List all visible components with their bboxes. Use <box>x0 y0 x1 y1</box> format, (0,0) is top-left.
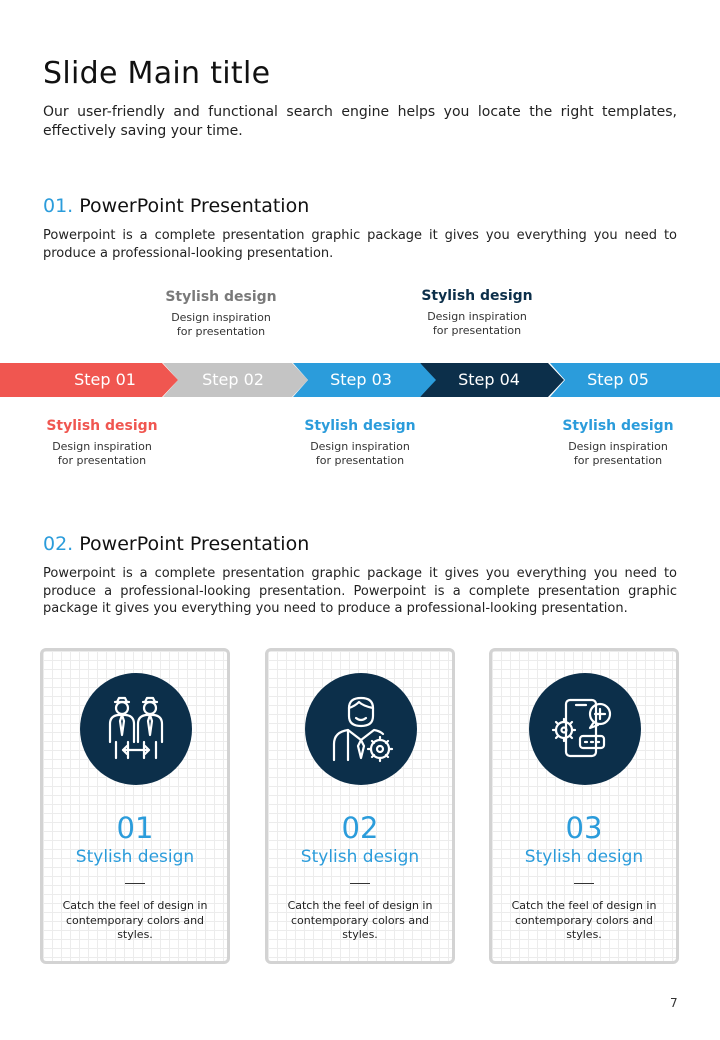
card-2-title: Stylish design <box>300 847 420 867</box>
step-5-heading: Stylish design <box>562 418 674 434</box>
steps-arrow-bar <box>0 363 720 397</box>
step-2-description: Design inspiration for presentation <box>171 311 271 338</box>
step-2-label: Step 02 <box>202 370 264 389</box>
step-5-description: Design inspiration for presentation <box>568 440 668 467</box>
section-1-number: 01. <box>43 195 74 217</box>
feature-card-3 <box>489 648 679 964</box>
step-1-description: Design inspiration for presentation <box>52 440 152 467</box>
card-1-title: Stylish design <box>75 847 195 867</box>
card-1-description: Catch the feel of design in contemporary colors and styles. <box>62 899 208 941</box>
step-4-heading: Stylish design <box>421 288 533 304</box>
section-1-title <box>43 195 309 217</box>
step-4-description: Design inspiration for presentation <box>427 310 527 337</box>
section-2-title <box>43 533 309 555</box>
businessmen-exchange-icon <box>101 694 171 764</box>
step-1-callout <box>22 418 182 468</box>
card-1-icon-circle <box>80 673 192 785</box>
feature-card-1 <box>40 648 230 964</box>
section-2-heading: PowerPoint Presentation <box>79 533 310 555</box>
step-1-heading: Stylish design <box>46 418 158 434</box>
card-3-divider <box>574 883 594 884</box>
section-2-body: Powerpoint is a complete presentation graphic package it gives you everything you need to produce a professional-looking presentation. Powerpoint is a complete presentation graphic package it gives you everything you need to produce a professional-looking presentation. <box>43 566 677 616</box>
step-3-label: Step 03 <box>330 370 392 389</box>
step-3-callout <box>280 418 440 468</box>
page-number: 7 <box>670 996 678 1010</box>
card-3-number: 03 <box>565 811 603 845</box>
step-5-label: Step 05 <box>587 370 649 389</box>
mobile-medical-chat-icon <box>550 694 620 764</box>
card-2-icon-circle <box>305 673 417 785</box>
card-2-divider <box>350 883 370 884</box>
card-3-icon-circle <box>529 673 641 785</box>
step-2-heading: Stylish design <box>165 289 277 305</box>
card-1-number: 01 <box>116 811 154 845</box>
card-3-title: Stylish design <box>524 847 644 867</box>
step-2-callout <box>141 289 301 339</box>
step-1-label: Step 01 <box>74 370 136 389</box>
step-5-callout <box>538 418 698 468</box>
section-1-heading: PowerPoint Presentation <box>79 195 310 217</box>
page-subtitle: Our user-friendly and functional search engine helps you locate the right templates, effectively saving your time. <box>43 104 677 139</box>
card-3-description: Catch the feel of design in contemporary colors and styles. <box>511 899 657 941</box>
card-2-number: 02 <box>341 811 379 845</box>
step-3-heading: Stylish design <box>304 418 416 434</box>
card-1-divider <box>125 883 145 884</box>
step-3-description: Design inspiration for presentation <box>310 440 410 467</box>
page-title: Slide Main title <box>43 56 271 91</box>
feature-card-2 <box>265 648 455 964</box>
card-2-description: Catch the feel of design in contemporary colors and styles. <box>287 899 433 941</box>
section-1-body: Powerpoint is a complete presentation graphic package it gives you everything you need to produce a professional-looking presentation. <box>43 228 677 261</box>
section-2-number: 02. <box>43 533 74 555</box>
step-4-label: Step 04 <box>458 370 520 389</box>
businessman-virus-icon <box>326 694 396 764</box>
step-4-callout <box>397 288 557 338</box>
